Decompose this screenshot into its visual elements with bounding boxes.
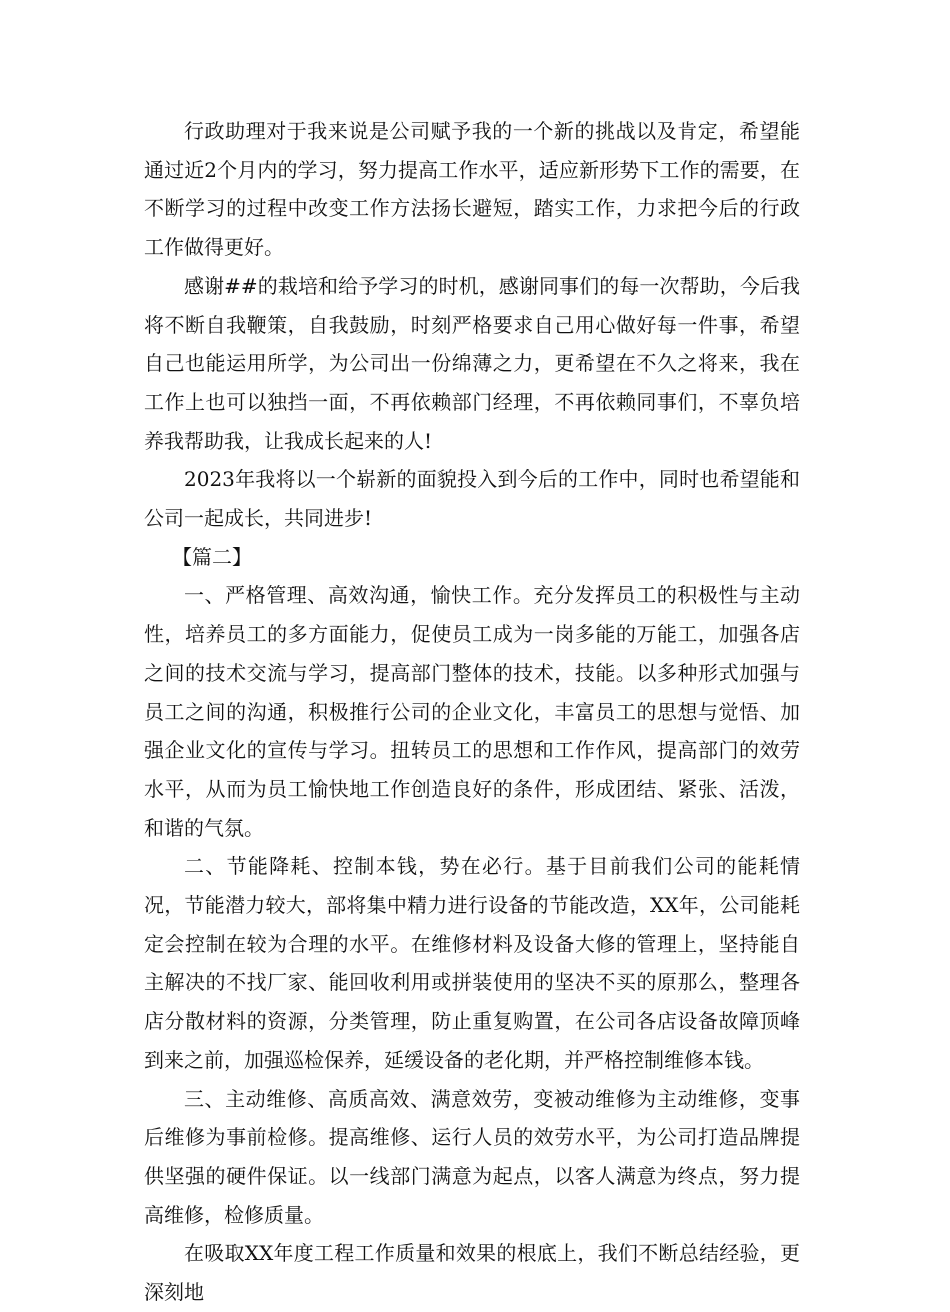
paragraph-strict-management: 一、严格管理、高效沟通，愉快工作。充分发挥员工的积极性与主动性，培养员工的多方面能力，促使员工成为一岗多能的万能工，加强各店之间的技术交流与学习，提高部门整体的技术，技能。以多种形式加强与员工之间的沟通，积极推行公司的企业文化，丰富员工的思想与觉悟、加强企业文化的宣传与学习。扭转员工的思想和工作作风，提高部门的效劳水平，从而为员工愉快地工作创造良好的条件，形成团结、紧张、活泼，和谐的气氛。 — [144, 583, 800, 840]
section-heading: 【篇二】 — [172, 544, 252, 569]
paragraph-energy-saving: 二、节能降耗、控制本钱，势在必行。基于目前我们公司的能耗情况，节能潜力较大，部将集中精力进行设备的节能改造，XX年，公司能耗定会控制在较为合理的水平。在维修材料及设备大修的管理上，坚持能自主解决的不找厂家、能回收利用或拼装使用的坚决不买的原那么，整理各店分散材料的资源，分类管理，防止重复购置，在公司各店设备故障顶峰到来之前，加强巡检保养，延缓设备的老化期，并严格控制维修本钱。 — [144, 854, 800, 1072]
paragraph-new-year: 2023年我将以一个崭新的面貌投入到今后的工作中，同时也希望能和公司一起成长，共同进步! — [144, 467, 800, 531]
paragraph-active-maintenance: 三、主动维修、高质高效、满意效劳，变被动维修为主动维修，变事后维修为事前检修。提高维修、运行人员的效劳水平，为公司打造品牌提供坚强的硬件保证。以一线部门满意为起点，以客人满意为终点，努力提高维修，检修质量。 — [144, 1086, 800, 1227]
paragraph-summary: 在吸取XX年度工程工作质量和效果的根底上，我们不断总结经验，更深刻地 — [144, 1241, 800, 1305]
document-body — [144, 112, 800, 1312]
paragraph-gratitude: 感谢##的栽培和给予学习的时机，感谢同事们的每一次帮助，今后我将不断自我鞭策，自我鼓励，时刻严格要求自己用心做好每一件事，希望自己也能运用所学，为公司出一份绵薄之力，更希望在不久之将来，我在工作上也可以独挡一面，不再依赖部门经理，不再依赖同事们，不辜负培养我帮助我，让我成长起来的人! — [144, 273, 800, 453]
paragraph-admin-assistant: 行政助理对于我来说是公司赋予我的一个新的挑战以及肯定，希望能通过近2个月内的学习，努力提高工作水平，适应新形势下工作的需要，在不断学习的过程中改变工作方法扬长避短，踏实工作，力求把今后的行政工作做得更好。 — [144, 119, 800, 260]
